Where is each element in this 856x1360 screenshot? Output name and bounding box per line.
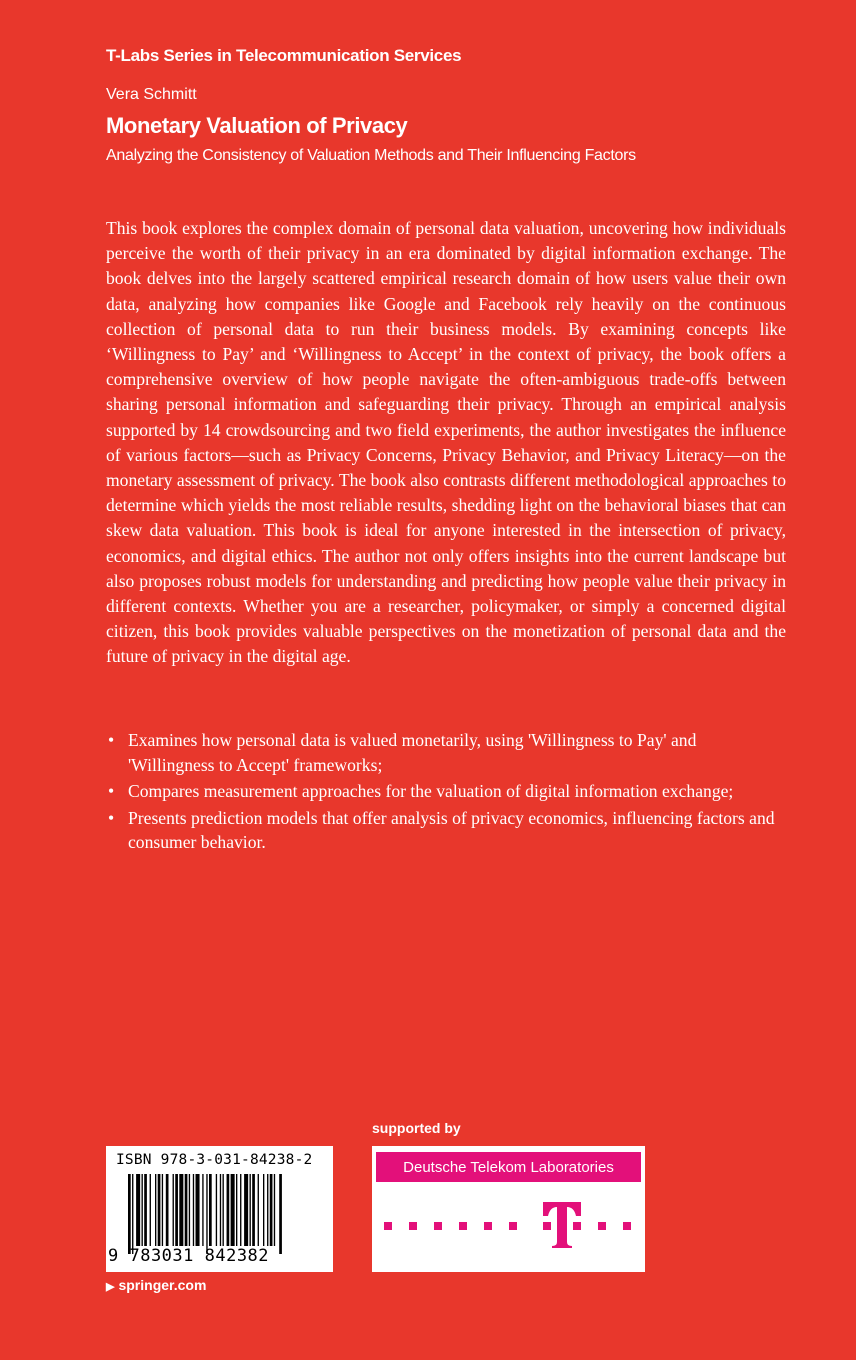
barcode-bar [250, 1174, 251, 1246]
website-text: springer.com [118, 1277, 207, 1293]
barcode-bar [206, 1174, 207, 1254]
barcode-bar [155, 1174, 156, 1246]
barcode-bar [158, 1174, 161, 1246]
barcode-bar [196, 1174, 200, 1246]
barcode-digits: 9 783031 842382 [108, 1246, 270, 1266]
barcode-bar [179, 1174, 183, 1246]
barcode-bar [175, 1174, 178, 1246]
arrow-right-icon: ▶ [106, 1281, 115, 1293]
sponsor-logo [372, 1146, 645, 1272]
barcode-bar [136, 1174, 140, 1246]
bullet-icon: • [108, 730, 115, 750]
bullet-icon: • [108, 781, 115, 801]
barcode-bar [150, 1174, 151, 1246]
barcode-bar [258, 1174, 259, 1246]
barcode-bar [252, 1174, 255, 1246]
series-title: T-Labs Series in Telecommunication Services [106, 46, 462, 65]
barcode-bar [279, 1174, 282, 1254]
list-item [106, 779, 786, 804]
barcode-bar [220, 1174, 221, 1246]
feature-list [106, 728, 786, 857]
barcode-bar [244, 1174, 248, 1246]
barcode-bar [132, 1174, 133, 1254]
barcode-bar [231, 1174, 235, 1246]
bullet-icon: • [108, 807, 115, 828]
barcode-bar [166, 1174, 169, 1246]
barcode-bar [240, 1174, 241, 1246]
sponsor-name: Deutsche Telekom Laboratories [376, 1152, 641, 1182]
barcode-bar [128, 1174, 131, 1254]
isbn-label: ISBN 978-3-031-84238-2 [116, 1152, 313, 1168]
barcode-bar [223, 1174, 224, 1246]
barcode-bar [270, 1174, 273, 1246]
list-item [106, 728, 786, 777]
barcode-bar [267, 1174, 268, 1246]
list-item [106, 806, 786, 855]
barcode-bar [189, 1174, 190, 1246]
barcode-bar [185, 1174, 188, 1246]
list-item-text: Compares measurement approaches for the valuation of digital information exchange; [128, 781, 734, 801]
barcode-bar [193, 1174, 194, 1246]
list-item-text: Examines how personal data is valued monetarily, using 'Willingness to Pay' and 'Willingness to Accept' frameworks; [128, 730, 697, 775]
book-title: Monetary Valuation of Privacy [106, 113, 408, 138]
barcode-bar [144, 1174, 147, 1246]
supported-by-label: supported by [372, 1120, 461, 1136]
barcode-bar [209, 1174, 212, 1246]
barcode-bar [202, 1174, 203, 1246]
barcode-bar [236, 1174, 237, 1246]
barcode-bar [227, 1174, 230, 1246]
barcode-icon [128, 1174, 324, 1254]
book-subtitle: Analyzing the Consistency of Valuation Methods and Their Influencing Factors [106, 147, 636, 164]
barcode-bar [162, 1174, 163, 1246]
publisher-website[interactable] [106, 1277, 206, 1293]
barcode-bar [274, 1174, 275, 1246]
telekom-t-logo-icon [382, 1192, 637, 1252]
description-text: This book explores the complex domain of personal data valuation, uncovering how individuals perceive the worth of their privacy in an era dominated by digital information exchange. The book delves into the largely scattered empirical research domain of how users value their own data, analyzing how companies like Google and Facebook rely heavily on the continuous collection of personal data to run their business models. By examining concepts like ‘Willingness to Pay’ and ‘Willingness to Accept’ in the context of privacy, the book offers a comprehensive overview of how people navigate the often-ambiguous trade-offs between sharing personal information and safeguarding their privacy. Through an empirical analysis supported by 14 crowdsourcing and two field experiments, the author investigates the influence of various factors—such as Privacy Concerns, Privacy Behavior, and Privacy Literacy—on the monetary assessment of privacy. The book also contrasts different methodological approaches to determine which yields the most reliable results, shedding light on the behavioral biases that can skew data valuation. This book is ideal for anyone interested in the intersection of privacy, economics, and digital ethics. The author not only offers insights into the current landscape but also proposes robust models for understanding and predicting how people value their privacy in different contexts. Whether you are a researcher, policymaker, or simply a concerned digital citizen, this book provides valuable perspectives on the monetization of personal data and the future of privacy in the digital age. [106, 218, 786, 667]
barcode-bar [216, 1174, 217, 1246]
author-name: Vera Schmitt [106, 86, 197, 103]
isbn-barcode [106, 1146, 333, 1272]
barcode-bar [173, 1174, 174, 1246]
barcode-bar [142, 1174, 143, 1246]
barcode-bar [263, 1174, 264, 1246]
list-item-text: Presents prediction models that offer analysis of privacy economics, influencing factors and consumer behavior. [128, 807, 775, 852]
